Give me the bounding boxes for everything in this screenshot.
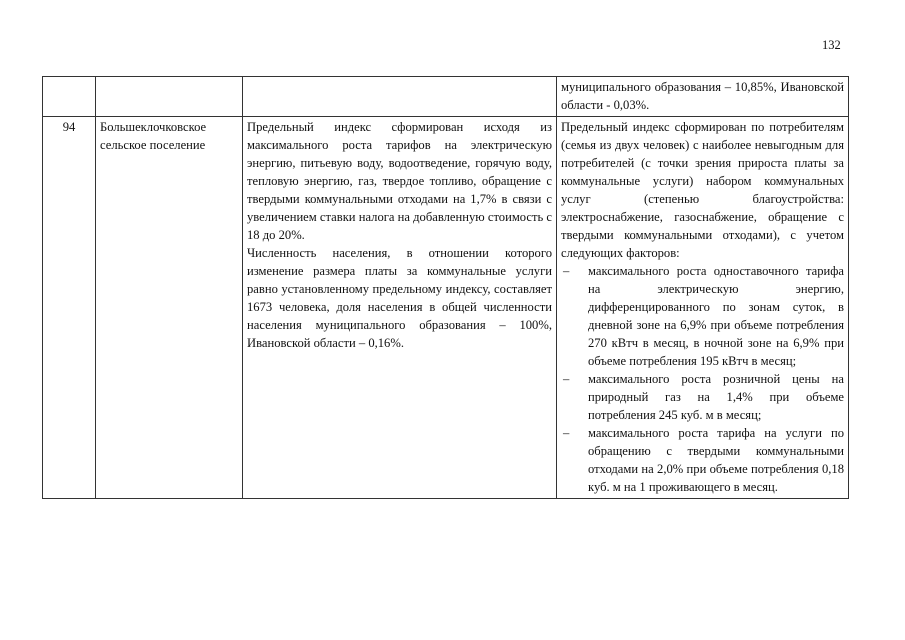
row-number: 94 [43,117,96,499]
description-cell [243,117,557,499]
page-number: 132 [822,38,841,52]
description-paragraph-2: Численность населения, в отношении которого изменение размера платы за коммунальные услуги равно установленному предельному индексу, составляет 1673 человека, доля населения в общей численности населения муниципального образования – 100%, Ивановской области – 0,16%. [247,246,552,350]
prev-row-factors-cell [557,77,849,117]
settlement-name: Большеклочковское сельское поселение [96,117,243,499]
factor-item: – максимального роста тарифа на услуги по обращению с твердыми коммунальными отходами на 2,0% при объеме потребления 0,18 куб. м на 1 проживающего в месяц. [561,424,844,496]
description-paragraph-1: Предельный индекс сформирован исходя из максимального роста тарифов на электрическую энергию, питьевую воду, водоотведение, горячую воду, тепловую энергию, газ, твердое топливо, обращение с твердыми коммунальными отходами на 1,7% в связи с увеличением ставки налога на добавленную стоимость с 18 до 20%. [247,120,552,242]
factors-intro: Предельный индекс сформирован по потребителям (семья из двух человек) с наиболее невыгодным для потребителей (с точки зрения прироста платы за коммунальные услуги) набором коммунальных услуг (степенью благоустройства: электроснабжение, газоснабжение, обращение с твердыми коммунальными отходами), с учетом следующих факторов: [561,120,844,260]
factor-item: – максимального роста розничной цены на природный газ на 1,4% при объеме потребления 245 куб. м в месяц; [561,370,844,424]
prev-row-description-cell [243,77,557,117]
prev-row-text: муниципального образования – 10,85%, Ивановской области - 0,03%. [561,80,844,112]
table-row-94 [43,117,849,499]
data-table [42,76,849,499]
table-row-continuation [43,77,849,117]
factor-item: – максимального роста одноставочного тарифа на электрическую энергию, дифференцированного по зонам суток, в дневной зоне на 6,9% при объеме потребления 270 кВтч в месяц, в ночной зоне на 6,9% при объеме потребления 195 кВтч в месяц; [561,262,844,370]
factors-list [561,262,844,496]
prev-row-number-cell [43,77,96,117]
factors-cell [557,117,849,499]
prev-row-name-cell [96,77,243,117]
